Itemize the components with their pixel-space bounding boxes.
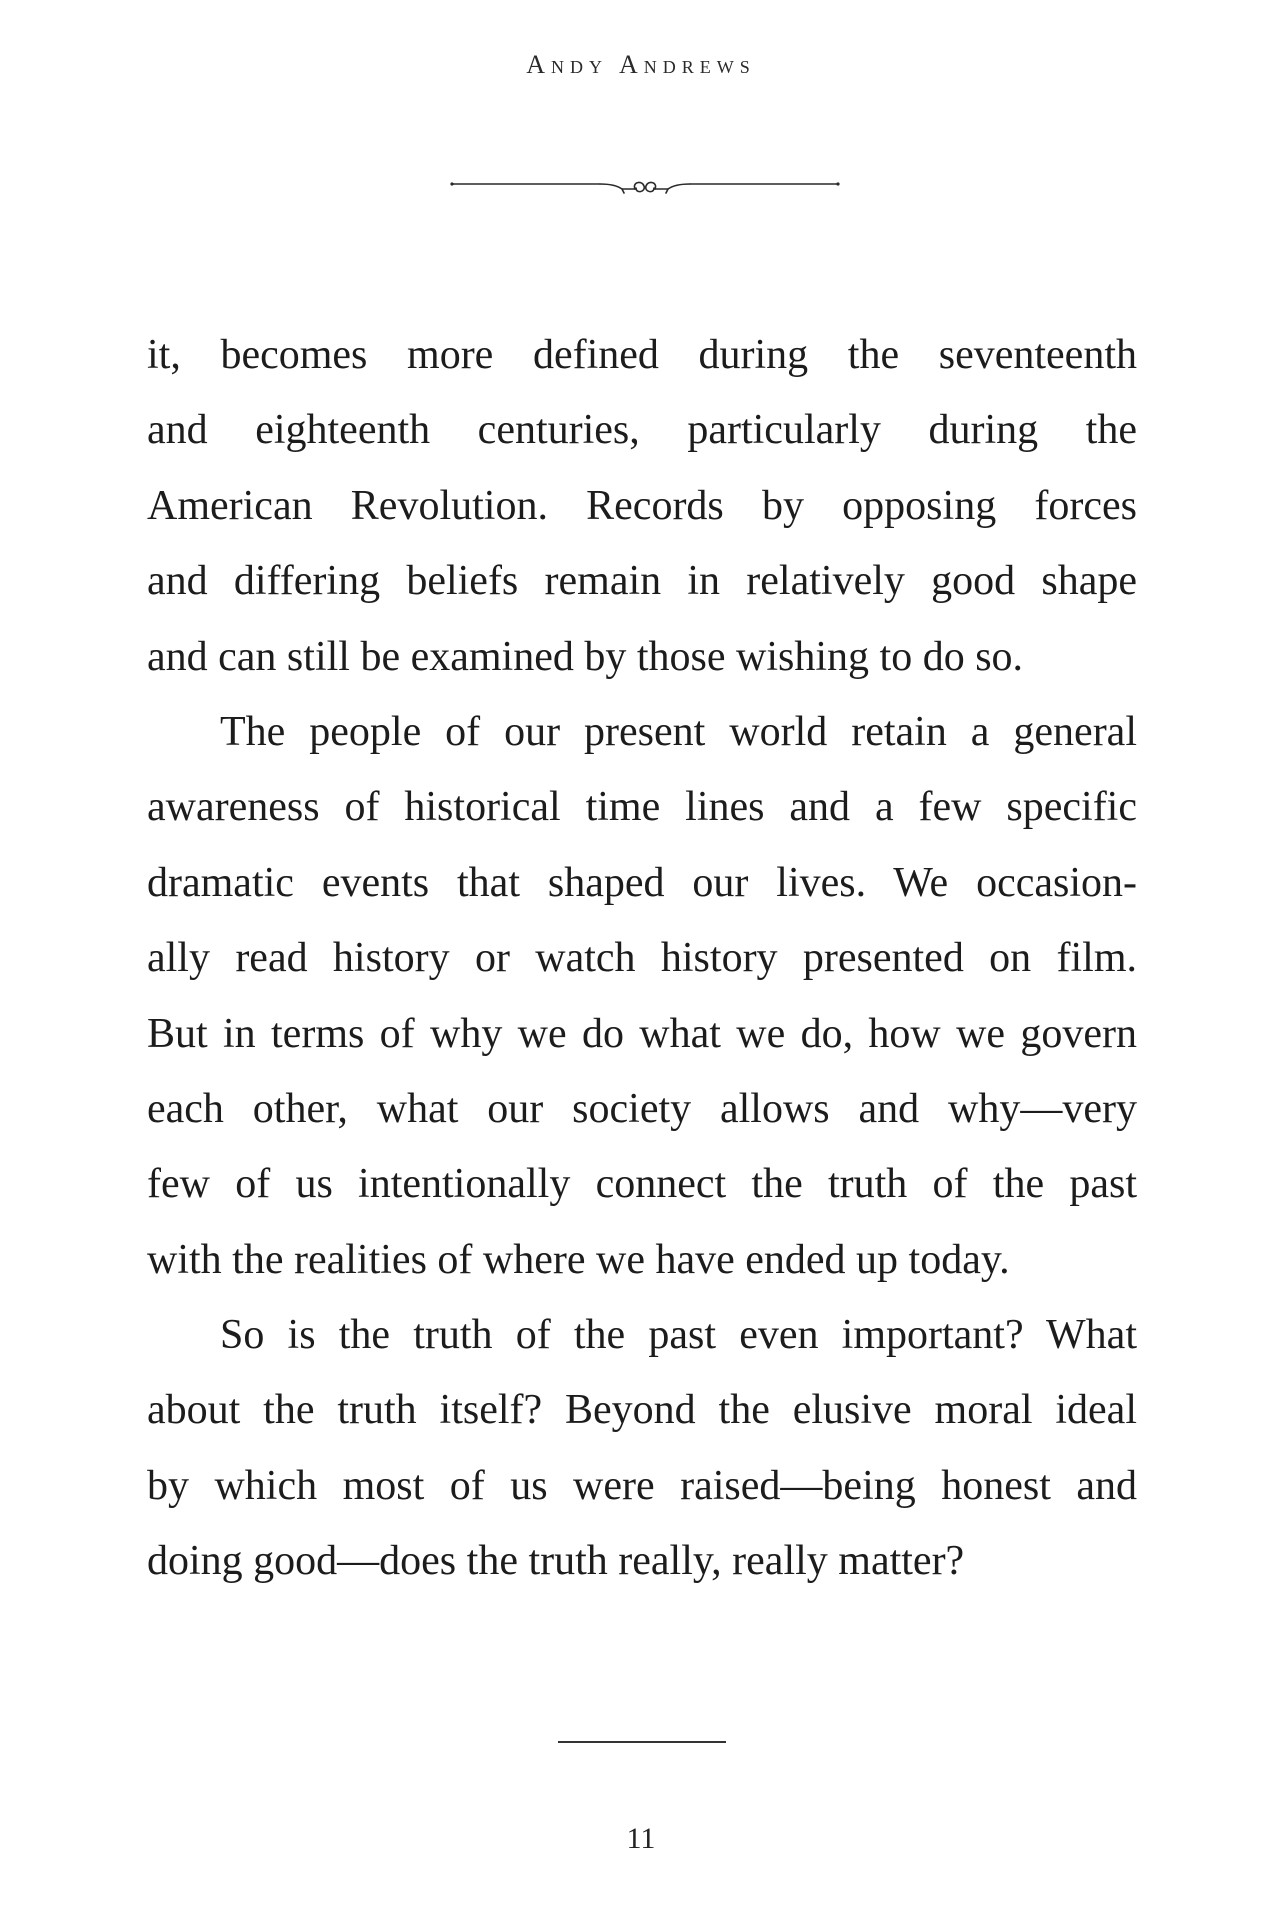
text-line: doing good—does the truth really, really matter? bbox=[147, 1538, 965, 1585]
text-line: dramatic events that shaped our lives. We occasion- bbox=[147, 859, 1137, 906]
text-line: it, becomes more defined during the seventeenth bbox=[147, 332, 1137, 378]
page-number: 11 bbox=[626, 1822, 656, 1855]
text-line: and can still be examined by those wishing to do so. bbox=[147, 633, 1024, 680]
text-line: But in terms of why we do what we do, how we govern bbox=[147, 1010, 1137, 1057]
text-line: awareness of historical time lines and a few specific bbox=[147, 784, 1137, 831]
text-line: and differing beliefs remain in relatively good shape bbox=[147, 558, 1137, 605]
text-line: So is the truth of the past even important? What bbox=[220, 1312, 1137, 1359]
text-line: ally read history or watch history presented on film. bbox=[147, 935, 1137, 982]
running-head-author: Andy Andrews bbox=[526, 50, 756, 79]
text-line: American Revolution. Records by opposing forces bbox=[147, 482, 1137, 529]
text-line: and eighteenth centuries, particularly during the bbox=[147, 407, 1137, 454]
text-line: The people of our present world retain a general bbox=[220, 708, 1137, 755]
text-line: by which most of us were raised—being honest and bbox=[147, 1462, 1137, 1509]
body-text bbox=[147, 318, 1137, 1600]
footer-rule bbox=[558, 1741, 726, 1743]
text-line: with the realities of where we have ended up today. bbox=[147, 1236, 1010, 1283]
text-line: about the truth itself? Beyond the elusive moral ideal bbox=[147, 1387, 1137, 1434]
text-line: each other, what our society allows and why—very bbox=[147, 1085, 1137, 1132]
text-line: few of us intentionally connect the truth of the past bbox=[147, 1161, 1137, 1208]
scroll-divider-icon bbox=[450, 170, 840, 204]
